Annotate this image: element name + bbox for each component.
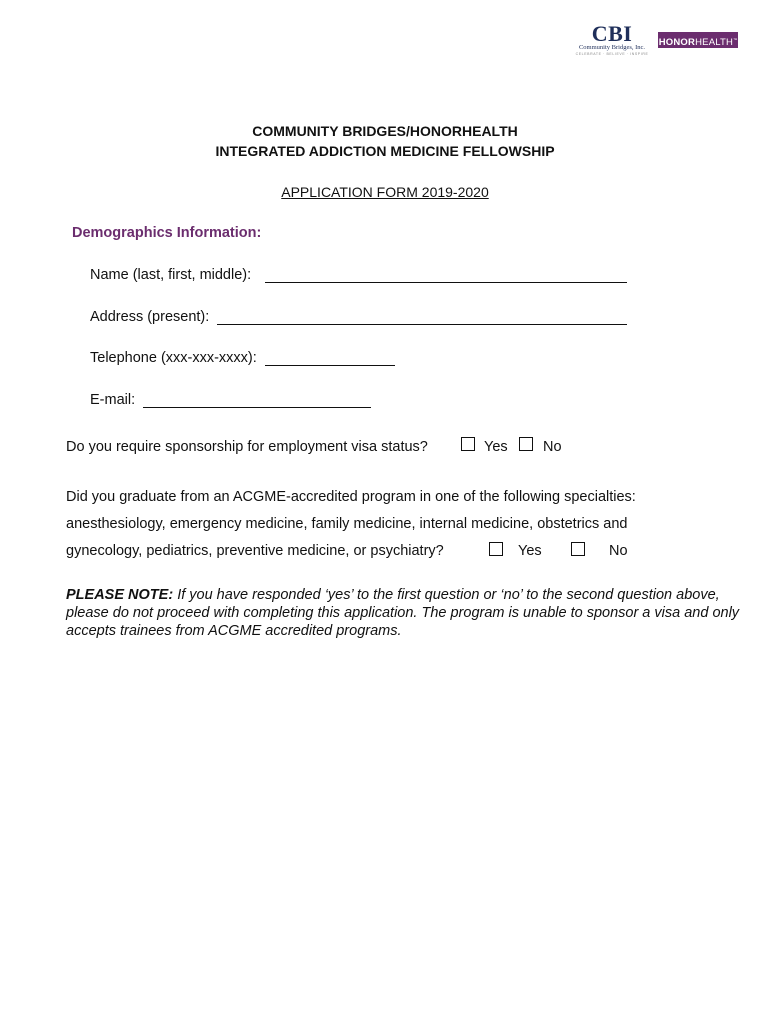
title-line-2: INTEGRATED ADDICTION MEDICINE FELLOWSHIP xyxy=(215,143,555,159)
cbi-logo-tagline: CELEBRATE · BELIEVE · INSPIRE xyxy=(575,52,649,56)
honorhealth-logo-suffix: HEALTH xyxy=(695,37,734,49)
telephone-field[interactable] xyxy=(265,348,395,366)
name-label: Name (last, first, middle): xyxy=(90,267,252,283)
demographics-heading: Demographics Information: xyxy=(72,225,262,241)
honorhealth-logo-prefix: HONOR xyxy=(658,37,696,49)
acgme-question-line-2: anesthesiology, emergency medicine, family medicine, internal medicine, obstetrics and xyxy=(66,516,628,532)
address-label: Address (present): xyxy=(90,309,210,325)
acgme-question-line-1: Did you graduate from an ACGME-accredited program in one of the following specialties: xyxy=(66,489,636,505)
telephone-row xyxy=(90,348,395,366)
address-row xyxy=(90,307,627,325)
acgme-question-line-3: gynecology, pediatrics, preventive medicine, or psychiatry? xyxy=(66,543,444,559)
visa-question: Do you require sponsorship for employment visa status? xyxy=(66,439,428,455)
application-form-subtitle xyxy=(0,184,770,200)
please-note-text: If you have responded ‘yes’ to the first question or ‘no’ to the second question above, please do not proceed with completing this application. The program is unable to sponsor a visa and only accepts trainees from ACGME accredited programs. xyxy=(66,587,740,639)
visa-yes-checkbox[interactable] xyxy=(461,437,475,451)
please-note xyxy=(66,586,746,640)
acgme-yes-label: Yes xyxy=(518,543,542,559)
name-row xyxy=(90,265,627,283)
cbi-logo-mark: CBI xyxy=(591,21,633,46)
honorhealth-logo xyxy=(658,32,738,48)
visa-no-label: No xyxy=(543,439,562,455)
visa-no-checkbox[interactable] xyxy=(519,437,533,451)
cbi-logo xyxy=(566,21,658,64)
email-field[interactable] xyxy=(143,390,371,408)
cbi-logo-name: Community Bridges, Inc. xyxy=(578,44,646,51)
visa-yes-label: Yes xyxy=(484,439,508,455)
acgme-yes-checkbox[interactable] xyxy=(489,542,503,556)
telephone-label: Telephone (xxx-xxx-xxxx): xyxy=(90,350,257,366)
honorhealth-logo-tm: ™ xyxy=(733,37,738,42)
title-line-1: COMMUNITY BRIDGES/HONORHEALTH xyxy=(252,123,518,139)
acgme-no-label: No xyxy=(609,543,628,559)
email-row xyxy=(90,390,371,408)
address-field[interactable] xyxy=(217,307,627,325)
application-form-subtitle-text: APPLICATION FORM 2019-2020 xyxy=(281,184,489,200)
please-note-label: PLEASE NOTE: xyxy=(66,587,174,603)
email-label: E-mail: xyxy=(90,392,136,408)
name-field[interactable] xyxy=(265,265,627,283)
acgme-no-checkbox[interactable] xyxy=(571,542,585,556)
